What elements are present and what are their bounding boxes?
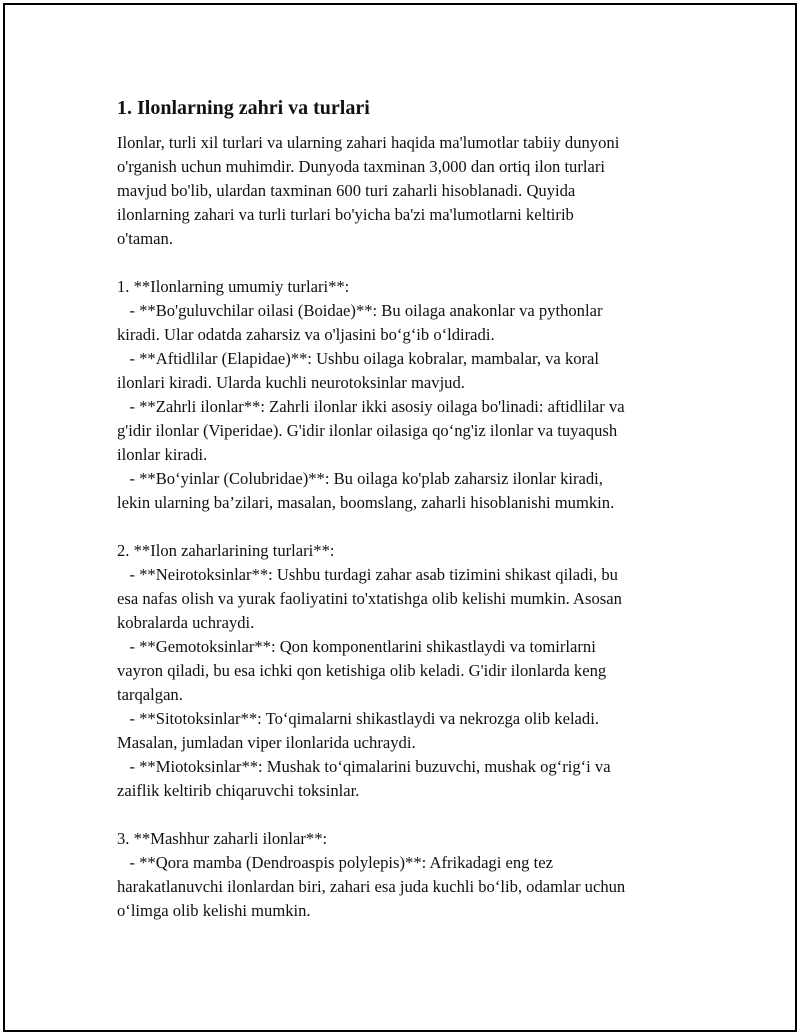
document-content <box>117 95 687 923</box>
document-title: 1. Ilonlarning zahri va turlari <box>117 97 370 119</box>
document-body: Ilonlar, turli xil turlari va ularning zahari haqida ma'lumotlar tabiiy dunyoni o'rganish uchun muhimdir. Dunyoda taxminan 3,000 dan ortiq ilon turlari mavjud bo'lib, ulardan taxminan 600 turi zaharli hisoblanadi. Quyida ilonlarning zahari va turli turlari bo'yicha ba'zi ma'lumotlarni keltirib o'taman. 1. **Ilonlarning umumiy turlari**: - **Bo'guluvchilar oilasi (Boidae)**: Bu oilaga anakonlar va pythonlar kiradi. Ular odatda zaharsiz va o'ljasini bo‘g‘ib o‘ldiradi. - **Aftidlilar (Elapidae)**: Ushbu oilaga kobralar, mambalar, va koral ilonlari kiradi. Ularda kuchli neurotoksinlar mavjud. - **Zahrli ilonlar**: Zahrli ilonlar ikki asosiy oilaga bo'linadi: aftidlilar va g'idir ilonlar (Viperidae). G'idir ilonlar oilasiga qo‘ng'iz ilonlar va tuyaqush ilonlar kiradi. - **Bo‘yinlar (Colubridae)**: Bu oilaga ko'plab zaharsiz ilonlar kiradi, lekin ularning ba’zilari, masalan, boomslang, zaharli hisoblanishi mumkin. 2. **Ilon zaharlarining turlari**: - **Neirotoksinlar**: Ushbu turdagi zahar asab tizimini shikast qiladi, bu esa nafas olish va yurak faoliyatini to'xtatishga olib kelishi mumkin. Asosan kobralarda uchraydi. - **Gemotoksinlar**: Qon komponentlarini shikastlaydi va tomirlarni vayron qiladi, bu esa ichki qon ketishiga olib keladi. G'idir ilonlarda keng tarqalgan. - **Sitotoksinlar**: To‘qimalarni shikastlaydi va nekrozga olib keladi. Masalan, jumladan viper ilonlarida uchraydi. - **Miotoksinlar**: Mushak to‘qimalarini buzuvchi, mushak og‘rig‘i va zaiflik keltirib chiqaruvchi toksinlar. 3. **Mashhur zaharli ilonlar**: - **Qora mamba (Dendroaspis polylepis)**: Afrikadagi eng tez harakatlanuvchi ilonlardan biri, zahari esa juda kuchli bo‘lib, odamlar uchun o‘limga olib kelishi mumkin. <box>117 133 626 920</box>
